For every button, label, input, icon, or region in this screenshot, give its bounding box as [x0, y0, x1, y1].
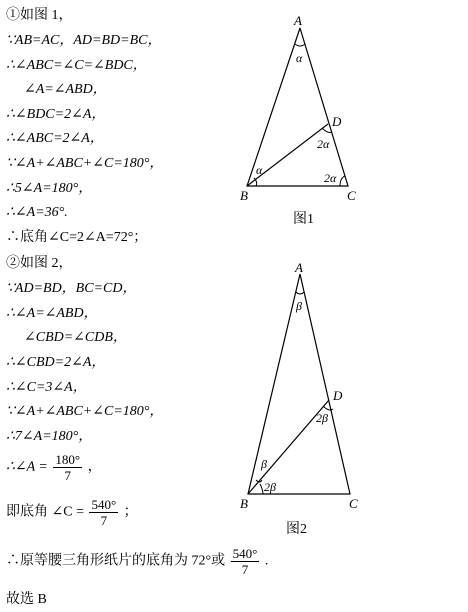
line-2-10-suffix: ；: [123, 504, 138, 520]
fraction-numerator: 540°: [91, 497, 117, 512]
angle-label-d: 2β: [316, 411, 328, 425]
line-2-9-suffix: ，: [87, 459, 102, 475]
angle-label-c: 2α: [324, 171, 337, 185]
fraction-numerator: 180°: [55, 452, 81, 467]
figure-2-triangle: [230, 258, 370, 514]
line-2-3: ∴∠A=∠ABD，: [6, 306, 98, 321]
conclusion-prefix: ∴原等腰三角形纸片的底角为 72°或: [6, 553, 226, 569]
angle-label-b-upper: β: [261, 457, 267, 471]
line-2-1: ②如图 2，: [6, 256, 73, 271]
fraction-180-over-7: [53, 452, 82, 483]
fraction-540-over-7: [89, 497, 118, 528]
conclusion-suffix: .: [264, 553, 269, 569]
angle-label-d: 2α: [317, 137, 330, 151]
line-1-5: ∴∠BDC=2∠A，: [6, 107, 106, 122]
angle-label-b-lower: 2β: [264, 480, 276, 494]
angle-arc-a: [296, 292, 304, 294]
angle-label-a: β: [296, 299, 302, 313]
figure-1-caption: 图1: [293, 212, 314, 227]
angle-arc-c: [340, 176, 345, 186]
line-2-9-prefix: ∴∠A =: [6, 459, 48, 475]
line-1-2: ∵AB=AC，AD=BD=BC，: [6, 33, 162, 48]
label-c: C: [349, 496, 358, 511]
line-1-10: ∴底角∠C=2∠A=72°；: [6, 230, 148, 245]
line-2-5: ∴∠CBD=2∠A，: [6, 355, 106, 370]
line-2-2: ∵AD=BD，BC=CD，: [6, 281, 137, 296]
line-1-8: ∴5∠A=180°，: [6, 181, 93, 196]
label-a: A: [295, 260, 303, 275]
label-d: D: [333, 388, 343, 403]
line-1-7: ∵∠A+∠ABC+∠C=180°，: [6, 156, 164, 171]
fraction-denominator: 7: [241, 562, 249, 577]
fraction-numerator: 540°: [232, 546, 258, 561]
line-2-7: ∵∠A+∠ABC+∠C=180°，: [6, 404, 164, 419]
line-2-6: ∴∠C=3∠A，: [6, 380, 87, 395]
angle-arc-b-lower: [260, 484, 263, 494]
line-1-1: ①如图 1，: [6, 8, 73, 23]
figure-2-caption: 图2: [286, 522, 307, 537]
label-a: A: [294, 14, 302, 28]
angle-label-a: α: [296, 51, 303, 65]
line-2-4: ∠CBD=∠CDB，: [24, 330, 127, 345]
angle-arc-a: [295, 44, 305, 46]
line-2-10: [6, 497, 138, 528]
label-b: B: [240, 496, 248, 511]
line-1-3: ∴∠ABC=∠C=∠BDC，: [6, 58, 147, 73]
fraction-denominator: 7: [100, 513, 108, 528]
conclusion-fraction: [231, 546, 260, 577]
label-b: B: [240, 188, 248, 203]
line-1-6: ∴∠ABC=2∠A，: [6, 131, 104, 146]
angle-label-b: α: [256, 163, 263, 177]
line-2-9: [6, 452, 102, 483]
label-c: C: [347, 188, 356, 203]
figure-1-triangle: [230, 14, 370, 206]
fraction-denominator: 7: [64, 468, 71, 483]
conclusion-line: [6, 546, 268, 577]
answer-line: 故选 B: [6, 592, 47, 607]
line-1-4: ∠A=∠ABD，: [24, 82, 107, 97]
line-2-10-prefix: 即底角 ∠C =: [6, 504, 84, 520]
angle-arc-d: [323, 406, 333, 410]
line-2-8: ∴7∠A=180°，: [6, 429, 93, 444]
line-1-9: ∴∠A=36°.: [6, 205, 68, 220]
label-d: D: [332, 114, 342, 129]
